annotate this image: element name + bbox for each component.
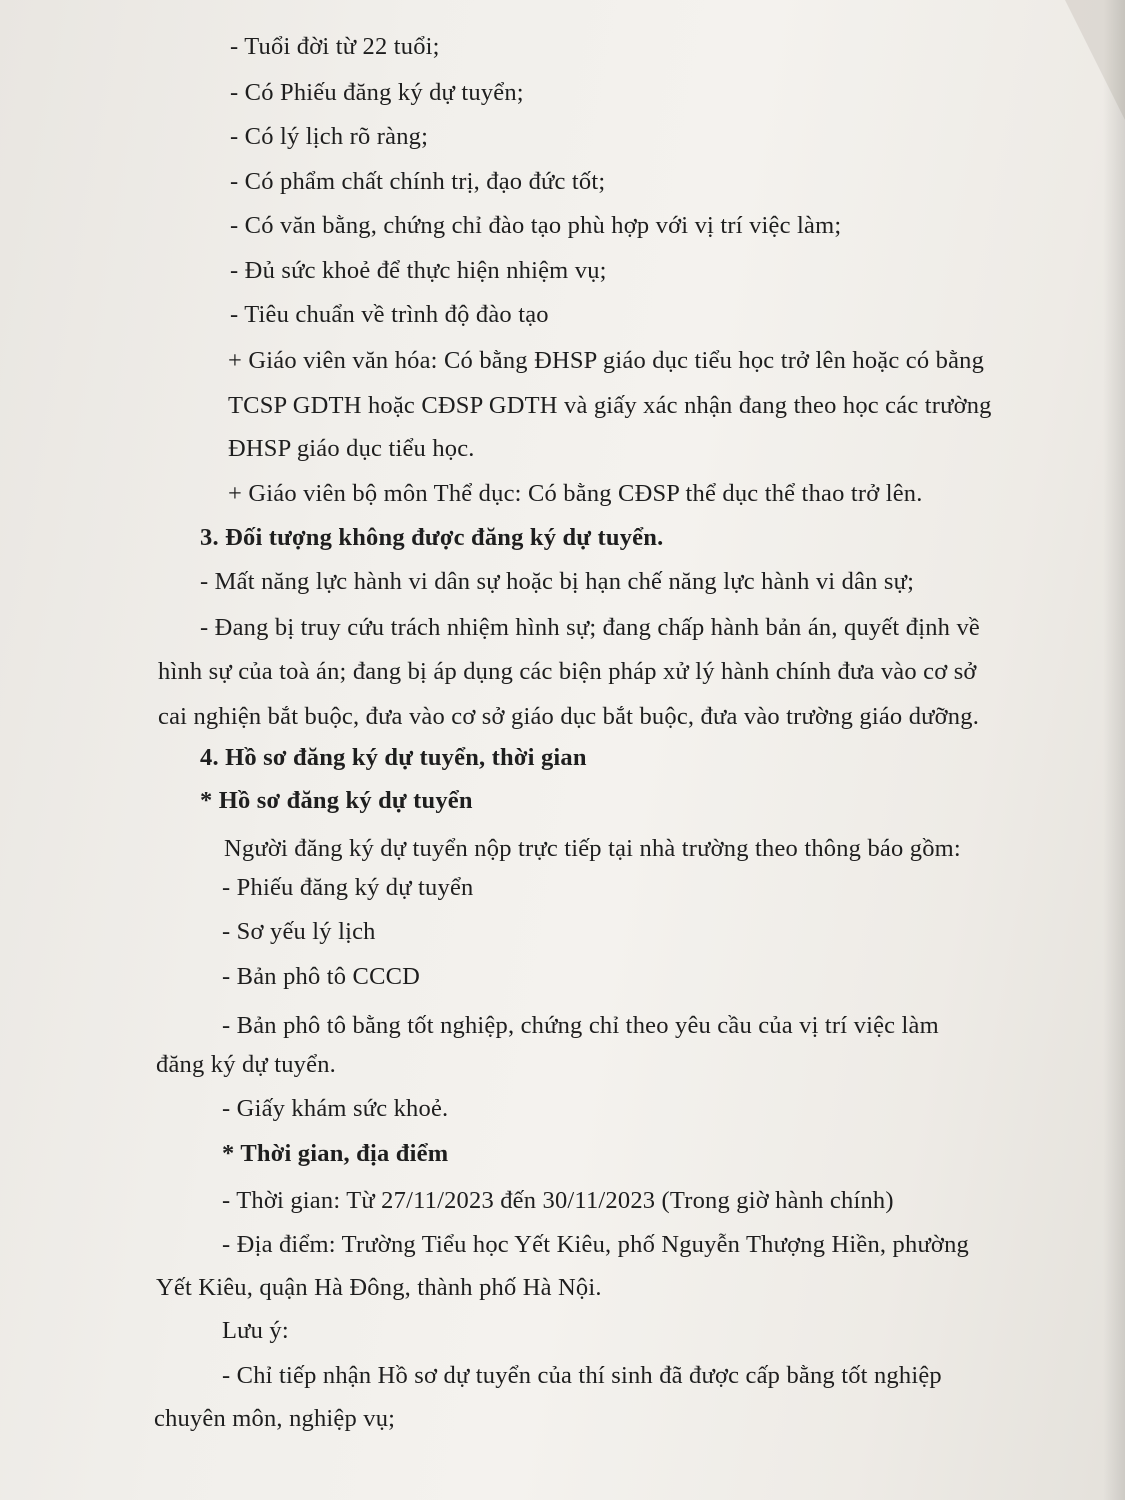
note-item-line-1: - Chỉ tiếp nhận Hồ sơ dự tuyển của thí sinh đã được cấp bằng tốt nghiệp	[222, 1362, 942, 1389]
doc-item-health-cert: - Giấy khám sức khoẻ.	[222, 1095, 449, 1122]
bullet-health: - Đủ sức khoẻ để thực hiện nhiệm vụ;	[230, 257, 607, 284]
doc-item-diploma-copy-line-2: đăng ký dự tuyển.	[156, 1051, 336, 1078]
place-line-1: - Địa điểm: Trường Tiểu học Yết Kiêu, phố Nguyễn Thượng Hiền, phường	[222, 1231, 969, 1258]
bullet-diploma: - Có văn bằng, chứng chỉ đào tạo phù hợp với vị trí việc làm;	[230, 212, 842, 239]
page-edge-shadow	[1103, 0, 1125, 1500]
note-label: Lưu ý:	[222, 1317, 289, 1344]
section-3-item-1: - Mất năng lực hành vi dân sự hoặc bị hạn chế năng lực hành vi dân sự;	[200, 568, 915, 595]
subsection-time-place-heading: * Thời gian, địa điểm	[222, 1140, 449, 1167]
subsection-documents-heading: * Hồ sơ đăng ký dự tuyển	[200, 787, 473, 814]
bullet-background: - Có lý lịch rõ ràng;	[230, 123, 429, 150]
section-3-item-2-line-2: hình sự của toà án; đang bị áp dụng các biện pháp xử lý hành chính đưa vào cơ sở	[158, 658, 977, 685]
teacher-culture-line-3: ĐHSP giáo dục tiểu học.	[228, 435, 475, 462]
section-3-heading: 3. Đối tượng không được đăng ký dự tuyển.	[200, 524, 664, 551]
place-line-2: Yết Kiêu, quận Hà Đông, thành phố Hà Nội.	[156, 1274, 602, 1301]
teacher-pe-line: + Giáo viên bộ môn Thể dục: Có bằng CĐSP thể dục thể thao trở lên.	[228, 480, 923, 507]
doc-item-diploma-copy-line-1: - Bản phô tô bằng tốt nghiệp, chứng chỉ theo yêu cầu của vị trí việc làm	[222, 1012, 939, 1039]
doc-item-cv: - Sơ yếu lý lịch	[222, 918, 376, 945]
time-line: - Thời gian: Từ 27/11/2023 đến 30/11/2023 (Trong giờ hành chính)	[222, 1187, 894, 1214]
section-3-item-2-line-3: cai nghiện bắt buộc, đưa vào cơ sở giáo dục bắt buộc, đưa vào trường giáo dưỡng.	[158, 703, 980, 730]
doc-item-id-copy: - Bản phô tô CCCD	[222, 963, 421, 990]
documents-intro: Người đăng ký dự tuyển nộp trực tiếp tại nhà trường theo thông báo gồm:	[224, 835, 961, 862]
teacher-culture-line-1: + Giáo viên văn hóa: Có bằng ĐHSP giáo dục tiểu học trở lên hoặc có bằng	[228, 347, 985, 374]
bullet-application-form: - Có Phiếu đăng ký dự tuyển;	[230, 79, 524, 106]
doc-item-application-form: - Phiếu đăng ký dự tuyển	[222, 874, 474, 901]
note-item-line-2: chuyên môn, nghiệp vụ;	[154, 1405, 396, 1432]
bullet-ethics: - Có phẩm chất chính trị, đạo đức tốt;	[230, 168, 606, 195]
teacher-culture-line-2: TCSP GDTH hoặc CĐSP GDTH và giấy xác nhận đang theo học các trường	[228, 392, 992, 419]
bullet-age: - Tuổi đời từ 22 tuổi;	[230, 33, 440, 60]
section-4-heading: 4. Hồ sơ đăng ký dự tuyển, thời gian	[200, 744, 587, 771]
section-3-item-2-line-1: - Đang bị truy cứu trách nhiệm hình sự; đang chấp hành bản án, quyết định về	[200, 614, 980, 641]
bullet-education-standard: - Tiêu chuẩn về trình độ đào tạo	[230, 301, 549, 328]
